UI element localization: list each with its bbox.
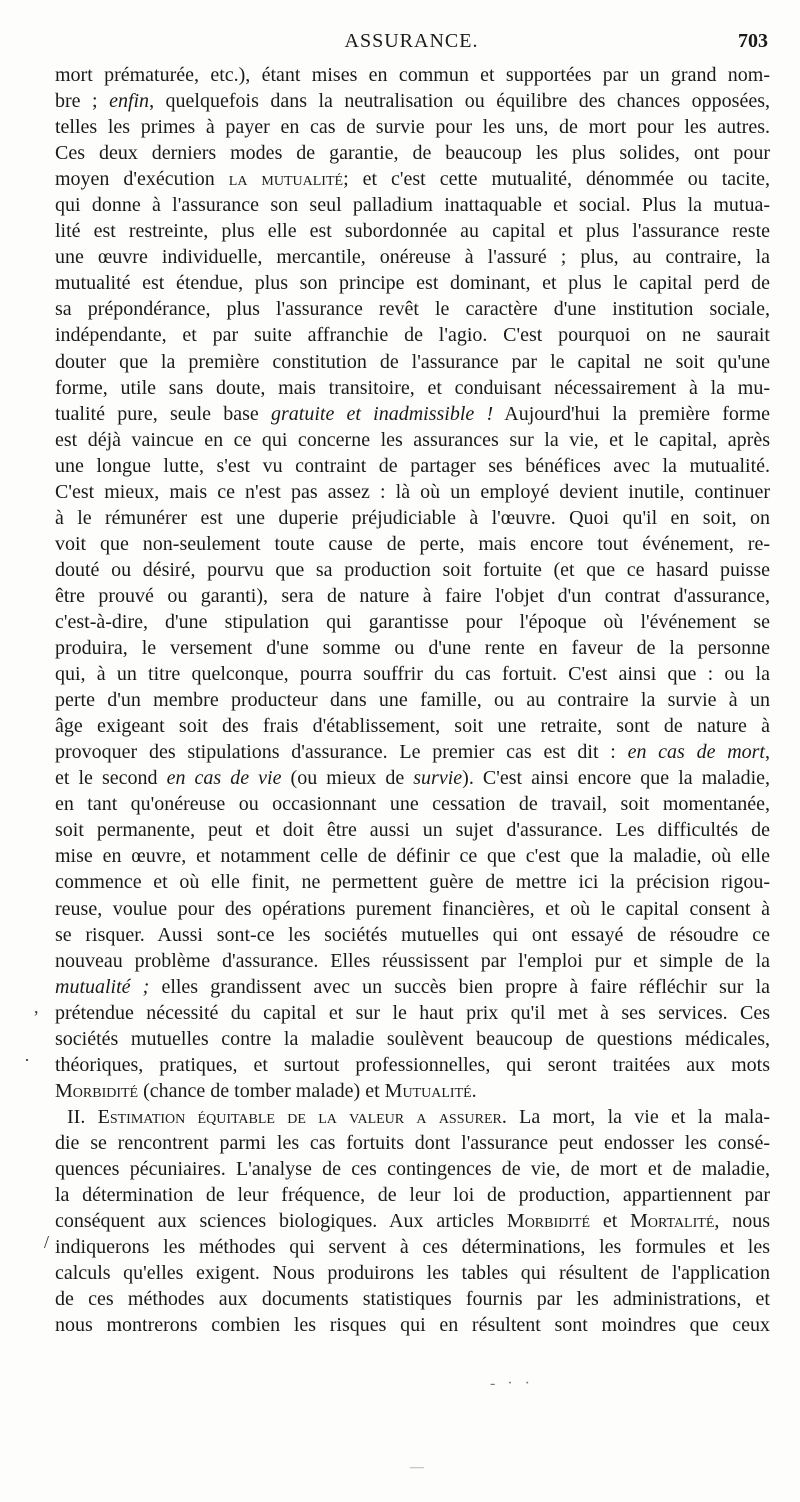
text-line: nouveau problème d'assurance. Elles réussissent par l'emploi pur et simple de la [55,949,770,972]
page-number: 703 [738,30,768,52]
text-line: indiquerons les méthodes qui servent à ces déterminations, les formules et les [55,1236,770,1259]
text-line: être prouvé ou garanti), sera de nature à faire l'objet d'un contrat d'assurance, [55,584,770,607]
text-line: mutualité ; elles grandissent avec un succès bien propre à faire réfléchir sur la [55,975,770,998]
footer-smudge: - · · [490,1375,534,1392]
text-line: est déjà vaincue en ce qui concerne les assurances sur la vie, et le capital, après [55,428,770,451]
text-line: produira, le versement d'une somme ou d'une rente en faveur de la personne [55,637,770,660]
text-line: qui, à un titre quelconque, pourra souffrir du cas fortuit. C'est ainsi que : ou la [55,663,770,686]
text-line: sa prépondérance, plus l'assurance revêt le caractère d'une institution sociale, [55,298,770,321]
text-line: qui donne à l'assurance son seul palladium inattaquable et social. Plus la mutua- [55,194,770,217]
text-line: la détermination de leur fréquence, de leur loi de production, appartiennent par [55,1184,770,1207]
text-line: perte d'un membre producteur dans une famille, ou au contraire la survie à un [55,689,770,712]
text-line: C'est mieux, mais ce n'est pas assez : là où un employé devient inutile, continuer [55,480,770,503]
text-line: indépendante, et par suite affranchie de l'agio. C'est pourquoi on ne saurait [55,324,770,347]
page-header [55,30,768,60]
text-line: Ces deux derniers modes de garantie, de beaucoup les plus solides, ont pour [55,142,770,165]
text-line: âge exigeant soit des frais d'établissement, soit une retraite, sont de nature à [55,715,770,738]
text-line: forme, utile sans doute, mais transitoire, et conduisant nécessairement à la mu- [55,376,770,399]
text-line: tualité pure, seule base gratuite et inadmissible ! Aujourd'hui la première forme [55,402,770,425]
text-line: de ces méthodes aux documents statistiques fournis par les administrations, et [55,1288,770,1311]
text-line: se risquer. Aussi sont-ce les sociétés mutuelles qui ont essayé de résoudre ce [55,923,770,946]
text-line: mise en œuvre, et notamment celle de définir ce que c'est que la maladie, où elle [55,845,770,868]
text-line: conséquent aux sciences biologiques. Aux articles Morbidité et Mortalité, nous [55,1210,770,1233]
text-line: telles les primes à payer en cas de survie pour les uns, de mort pour les autres. [55,116,770,139]
text-line: commence et où elle finit, ne permettent guère de mettre ici la précision rigou- [55,871,770,894]
text-line: voit que non-seulement toute cause de perte, mais encore tout événement, re- [55,532,770,555]
text-line: die se rencontrent parmi les cas fortuits dont l'assurance peut endosser les consé- [55,1131,770,1154]
text-line: mort prématurée, etc.), étant mises en commun et supportées par un grand nom- [55,64,770,86]
text-line: théoriques, pratiques, et surtout professionnelles, qui seront traitées aux mots [55,1053,770,1076]
text-line: douter que la première constitution de l'assurance par le capital ne soit qu'une [55,350,770,373]
text-line: c'est-à-dire, d'une stipulation qui garantisse pour l'époque où l'événement se [55,610,770,633]
text-line: II. Estimation équitable de la valeur a assurer. La mort, la vie et la mala- [67,1105,770,1128]
running-title: ASSURANCE. [344,30,479,52]
text-line: provoquer des stipulations d'assurance. Le premier cas est dit : en cas de mort, [55,741,770,764]
text-line: une œuvre individuelle, mercantile, onéreuse à l'assuré ; plus, au contraire, la [55,246,770,269]
margin-dot-mark: · [24,1050,30,1070]
margin-bar-mark: / [44,1232,50,1252]
text-line: bre ; enfin, quelquefois dans la neutralisation ou équilibre des chances opposées, [55,90,770,113]
text-line: et le second en cas de vie (ou mieux de survie). C'est ainsi encore que la maladie, [55,767,770,790]
text-line: prétendue nécessité du capital et sur le haut prix qu'il met à ses services. Ces [55,1001,770,1024]
text-line: reuse, voulue pour des opérations purement financières, et où le capital consent à [55,897,770,920]
text-line: sociétés mutuelles contre la maladie soulèvent beaucoup de questions médicales, [55,1027,770,1050]
page-body-text [55,62,770,1338]
text-line: douté ou désiré, pourvu que sa production soit fortuite (et que ce hasard puisse [55,558,770,581]
text-line: une longue lutte, s'est vu contraint de partager ses bénéfices avec la mutualité. [55,454,770,477]
bottom-mark: — [410,1460,424,1475]
text-line: soit permanente, peut et doit être aussi un sujet d'assurance. Les difficultés de [55,819,770,842]
text-line: en tant qu'onéreuse ou occasionnant une cessation de travail, soit momentanée, [55,793,770,816]
margin-comma-mark: , [34,997,39,1017]
text-line: Morbidité (chance de tomber malade) et Mutualité. [55,1079,477,1102]
text-line: nous montrerons combien les risques qui en résultent sont moindres que ceux [55,1314,770,1337]
text-line: à le rémunérer est une duperie préjudiciable à l'œuvre. Quoi qu'il en soit, on [55,506,770,529]
text-line: quences pécuniaires. L'analyse de ces contingences de vie, de mort et de maladie, [55,1157,770,1180]
text-line: mutualité est étendue, plus son principe est dominant, et plus le capital perd de [55,272,770,295]
text-line: moyen d'exécution la mutualité; et c'est cette mutualité, dénommée ou tacite, [55,168,770,191]
text-line: calculs qu'elles exigent. Nous produirons les tables qui résultent de l'application [55,1262,770,1285]
text-line: lité est restreinte, plus elle est subordonnée au capital et plus l'assurance reste [55,220,770,243]
